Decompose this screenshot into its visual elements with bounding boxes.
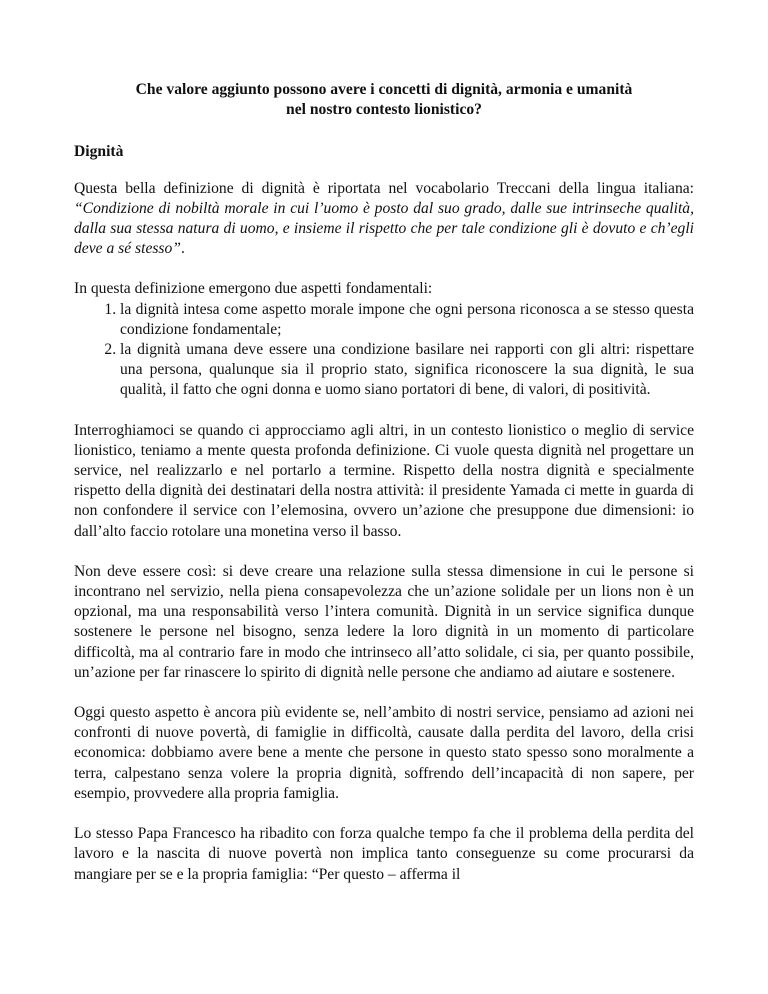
aspects-list [74,300,694,401]
list-item: 2. la dignità umana deve essere una condizione basilare nei rapporti con gli altri: rispettare una persona, qualunque sia il proprio stato, significa riconoscere la sua dignità, le sua qualità, il fatto che ogni donna e uomo siano portatori di bene, di valori, di positività. [120,340,694,401]
paragraph-pope: Lo stesso Papa Francesco ha ribadito con forza qualche tempo fa che il problema della perdita del lavoro e la nascita di nuove povertà non implica tanto conseguenze su come procurarsi da mangiare per se e la propria famiglia: “Per questo – afferma il [74,825,694,883]
paragraph-aspects-intro: In questa definizione emergono due aspetti fondamentali: [74,280,433,298]
definition-quote: “Condizione di nobiltà morale in cui l’uomo è posto dal suo grado, dalle sue intrinseche qualità, dalla sua stessa natura di uomo, e insieme il rispetto che per tale condizione gli è dovuto e ch’egli deve a sé stesso” [74,199,694,258]
document-body [74,80,694,905]
title-line-1: Che valore aggiunto possono avere i concetti di dignità, armonia e umanità [135,81,633,98]
definition-end: . [180,240,185,258]
list-item: 1. la dignità intesa come aspetto morale impone che ogni persona riconosca a se stesso questa condizione fondamentale; [120,300,694,340]
paragraph-service: Interroghiamoci se quando ci approcciamo agli altri, in un contesto lionistico o meglio di service lionistico, teniamo a mente questa profonda definizione. Ci vuole questa dignità nel progettare un service, nel realizzarlo e nel portarlo a termine. Rispetto della nostra dignità e specialmente rispetto della dignità dei destinatari della nostra attività: il presidente Yamada ci mette in guarda di non confondere il service con l’elemosina, ovvero un’azione che presuppone due dimensioni: io dall’alto faccio rotolare una monetina verso il basso. [74,421,694,540]
definition-intro: Questa bella definizione di dignità è riportata nel vocabolario Treccani della lingua italiana: [74,179,694,197]
paragraph-definition [74,179,694,260]
document-title [74,80,694,120]
paragraph-relation: Non deve essere così: si deve creare una relazione sulla stessa dimensione in cui le persone si incontrano nel servizio, nella piena consapevolezza che un’azione solidale per un lions non è un opzional, ma una responsabilità verso l’intera comunità. Dignità in un service significa dunque sostenere le persone nel bisogno, senza ledere la loro dignità in un momento di particolare difficoltà, ma al contrario fare in modo che intrinseco all’atto solidale, ci sia, per quanto possibile, un’azione per far rinascere lo spirito di dignità nelle persone che andiamo ad aiutare e sostenere. [74,562,694,681]
paragraph-new-poverty: Oggi questo aspetto è ancora più evidente se, nell’ambito di nostri service, pensiamo ad azioni nei confronti di nuove povertà, di famiglie in difficoltà, causate dalla perdita del lavoro, della crisi economica: dobbiamo avere bene a mente che persone in questo stato spesso sono moralmente a terra, calpestano senza volere la propria dignità, soffrendo dell’incapacità di non sapere, per esempio, provvedere alla propria famiglia. [74,704,694,802]
title-line-2: nel nostro contesto lionistico? [286,101,482,119]
section-heading: Dignità [74,143,124,161]
